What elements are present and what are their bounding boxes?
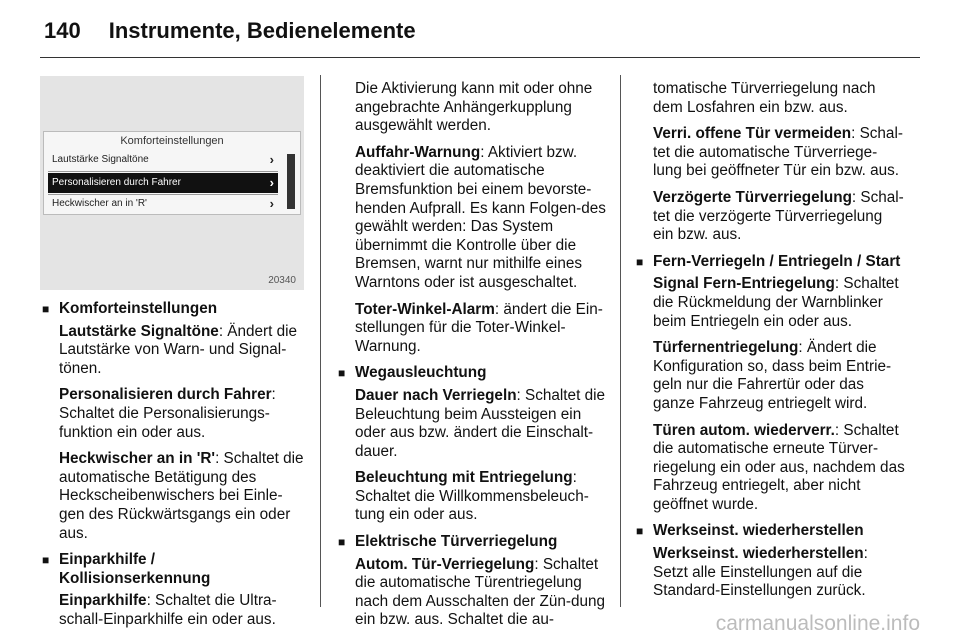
paragraph: Einparkhilfe: Schaltet die Ultra-schall-Einparkhilfe ein oder aus.: [59, 592, 277, 628]
paragraph: Verri. offene Tür vermeiden: Schal-tet die automatische Türverriege-lung bei geöffneter Tür ein bzw. aus.: [653, 125, 903, 180]
paragraph: Heckwischer an in 'R': Schaltet die automatische Betätigung des Heckscheibenwischers bei Einle-gen des Rückwärtsgangs ein oder aus.: [59, 450, 304, 542]
column-2: [338, 80, 606, 638]
paragraph: Die Aktivierung kann mit oder ohne angebrachte Anhängerkupplung ausgewählt werden.: [355, 80, 593, 135]
page-number: 140: [44, 18, 81, 43]
watermark: carmanualsonline.info: [715, 612, 920, 635]
paragraph: Türen autom. wiederverr.: Schaltet die automatische erneute Türver-riegelung ein oder aus, nachdem das Fahrzeug entriegelt, aber nicht geöffnet wurde.: [653, 421, 905, 513]
paragraph: Türfernentriegelung: Ändert die Konfiguration so, dass beim Entrie-geln nur die Fahrertür oder das ganze Fahrzeug entriegelt wird.: [653, 339, 892, 412]
column-3: [636, 80, 906, 609]
scrollbar: [287, 154, 295, 209]
chevron-right-icon: ›: [269, 175, 274, 190]
paragraph: Personalisieren durch Fahrer: Schaltet die Personalisierungs-funktion ein oder aus.: [59, 386, 276, 441]
header-rule: [40, 57, 920, 58]
paragraph: Verzögerte Türverriegelung: Schal-tet die verzögerte Türverriegelung ein bzw. aus.: [653, 188, 904, 244]
section-heading: ■ Werkseinst. wiederherstellen: [636, 522, 906, 541]
paragraph: Dauer nach Verriegeln: Schaltet die Beleuchtung beim Aussteigen ein oder aus bzw. ändert die Einschalt-dauer.: [355, 386, 605, 460]
section-heading: ■ Einparkhilfe / Kollisionserkennung: [42, 551, 304, 588]
paragraph: Beleuchtung mit Entriegelung: Schaltet die Willkommensbeleuch-tung ein oder aus.: [355, 469, 589, 524]
display-screen: [43, 131, 301, 215]
figure-number: 20340: [268, 275, 296, 286]
paragraph: tomatische Türverriegelung nach dem Losfahren ein bzw. aus.: [653, 80, 876, 116]
paragraph: Signal Fern-Entriegelung: Schaltet die Rückmeldung der Warnblinker beim Entriegeln ein oder aus.: [653, 275, 899, 330]
paragraph: Auffahr-Warnung: Aktiviert bzw. deaktiviert die automatische Bremsfunktion bei einem bevorste-henden Aufprall. Es kann Folgen-des gewählt werden: Das System übernimmt die Kontrolle über die Bremsen, warnt nur mithilfe eines Warntons oder ist ausgeschaltet.: [355, 143, 606, 291]
menu-divider: [48, 171, 278, 172]
column-1: [42, 300, 304, 638]
page-title: Instrumente, Bedienelemente: [108, 18, 416, 43]
column-divider-2: [620, 75, 621, 607]
menu-row-rear-wiper: Heckwischer an in 'R' ›: [48, 194, 278, 214]
screen-title: Komforteinstellungen: [120, 135, 224, 147]
chevron-right-icon: ›: [269, 196, 274, 211]
page-header: [44, 18, 416, 44]
chevron-right-icon: ›: [269, 152, 274, 167]
paragraph: Autom. Tür-Verriegelung: Schaltet die automatische Türentriegelung nach dem Ausschalten der Zün-dung ein bzw. aus. Schaltet die au-: [355, 555, 606, 629]
paragraph: Werkseinst. wiederherstellen: Setzt alle Einstellungen auf die Standard-Einstellungen zurück.: [653, 545, 868, 600]
paragraph: Lautstärke Signaltöne: Ändert die Lautstärke von Warn- und Signal-tönen.: [59, 322, 298, 377]
section-heading: ■ Elektrische Türverriegelung: [338, 533, 606, 552]
section-heading: ■ Wegausleuchtung: [338, 364, 606, 383]
section-heading: ■ Komforteinstellungen: [42, 300, 304, 319]
column-divider-1: [320, 75, 321, 607]
settings-screen-figure: [40, 76, 304, 290]
menu-row-personalize: Personalisieren durch Fahrer ›: [48, 173, 278, 193]
section-heading: ■ Fern-Verriegeln / Entriegeln / Start: [636, 253, 906, 272]
paragraph: Toter-Winkel-Alarm: ändert die Ein-stellungen für die Toter-Winkel-Warnung.: [355, 300, 603, 355]
menu-row-volume: Lautstärke Signaltöne ›: [48, 150, 278, 170]
